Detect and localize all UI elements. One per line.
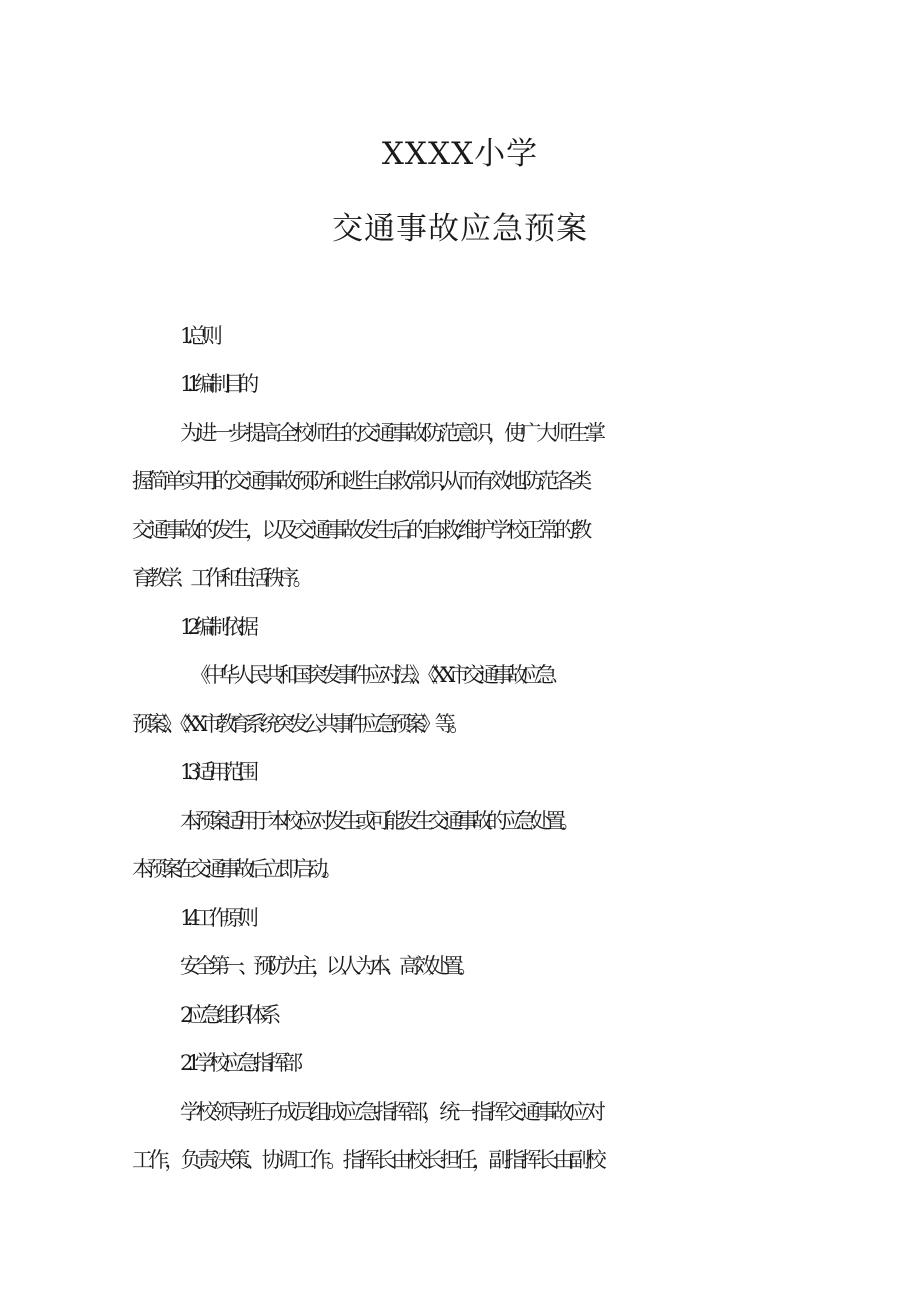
document-title-school: XXXX小学 xyxy=(381,136,539,172)
subsection-heading: 2.1 学校应急指挥部 xyxy=(180,1051,297,1075)
paragraph-line: 学校领导班子成员组成应急指挥部，统一指挥交通事故应对 xyxy=(180,1100,602,1124)
subsection-heading: 1.4工作原则 xyxy=(180,906,253,930)
paragraph-line: 握简单实用的交通事故预防和逃生自救常识,从而有效地防范各类 xyxy=(132,469,588,493)
subsection-heading: 1.2编制依据 xyxy=(180,615,253,639)
section-heading: 2.应急组织体系 xyxy=(180,1003,275,1027)
paragraph-line: 本预案在交通事故后立即启动。 xyxy=(132,857,337,881)
subsection-heading: 1.1 编制目的 xyxy=(180,372,253,396)
paragraph-line: 育教学、工作和生活秩序。 xyxy=(132,566,308,590)
paragraph-line: 本预案适用于本校应对发生或可能发生交通事故的应急处置。 xyxy=(180,809,575,833)
document-title-plan: 交通事故应急预案 xyxy=(332,211,588,247)
paragraph-line: 《中华人民共和国突发事件应对法》、《XX市交通事故应急 xyxy=(190,663,552,687)
subsection-heading: 1. 3适用范围 xyxy=(180,760,253,784)
paragraph-line: 预案》、《XX市教育系统突发公共事件应急预案》等。 xyxy=(132,712,464,736)
paragraph-line: 为进一步提高全校师生的交通事故防范意识，使广大师生掌 xyxy=(180,421,602,445)
paragraph-line: 交通事故的发生，以及交通事故发生后的自救,维护学校正常的教 xyxy=(132,518,588,542)
paragraph-line: 安全第一、预防为主，以人为本、高效处置。 xyxy=(180,954,472,978)
section-heading: 1.总则 xyxy=(180,324,217,348)
paragraph-line: 工作，负责决策、协调工作。指挥长由校长担任，副指挥长由副校 xyxy=(132,1148,602,1172)
